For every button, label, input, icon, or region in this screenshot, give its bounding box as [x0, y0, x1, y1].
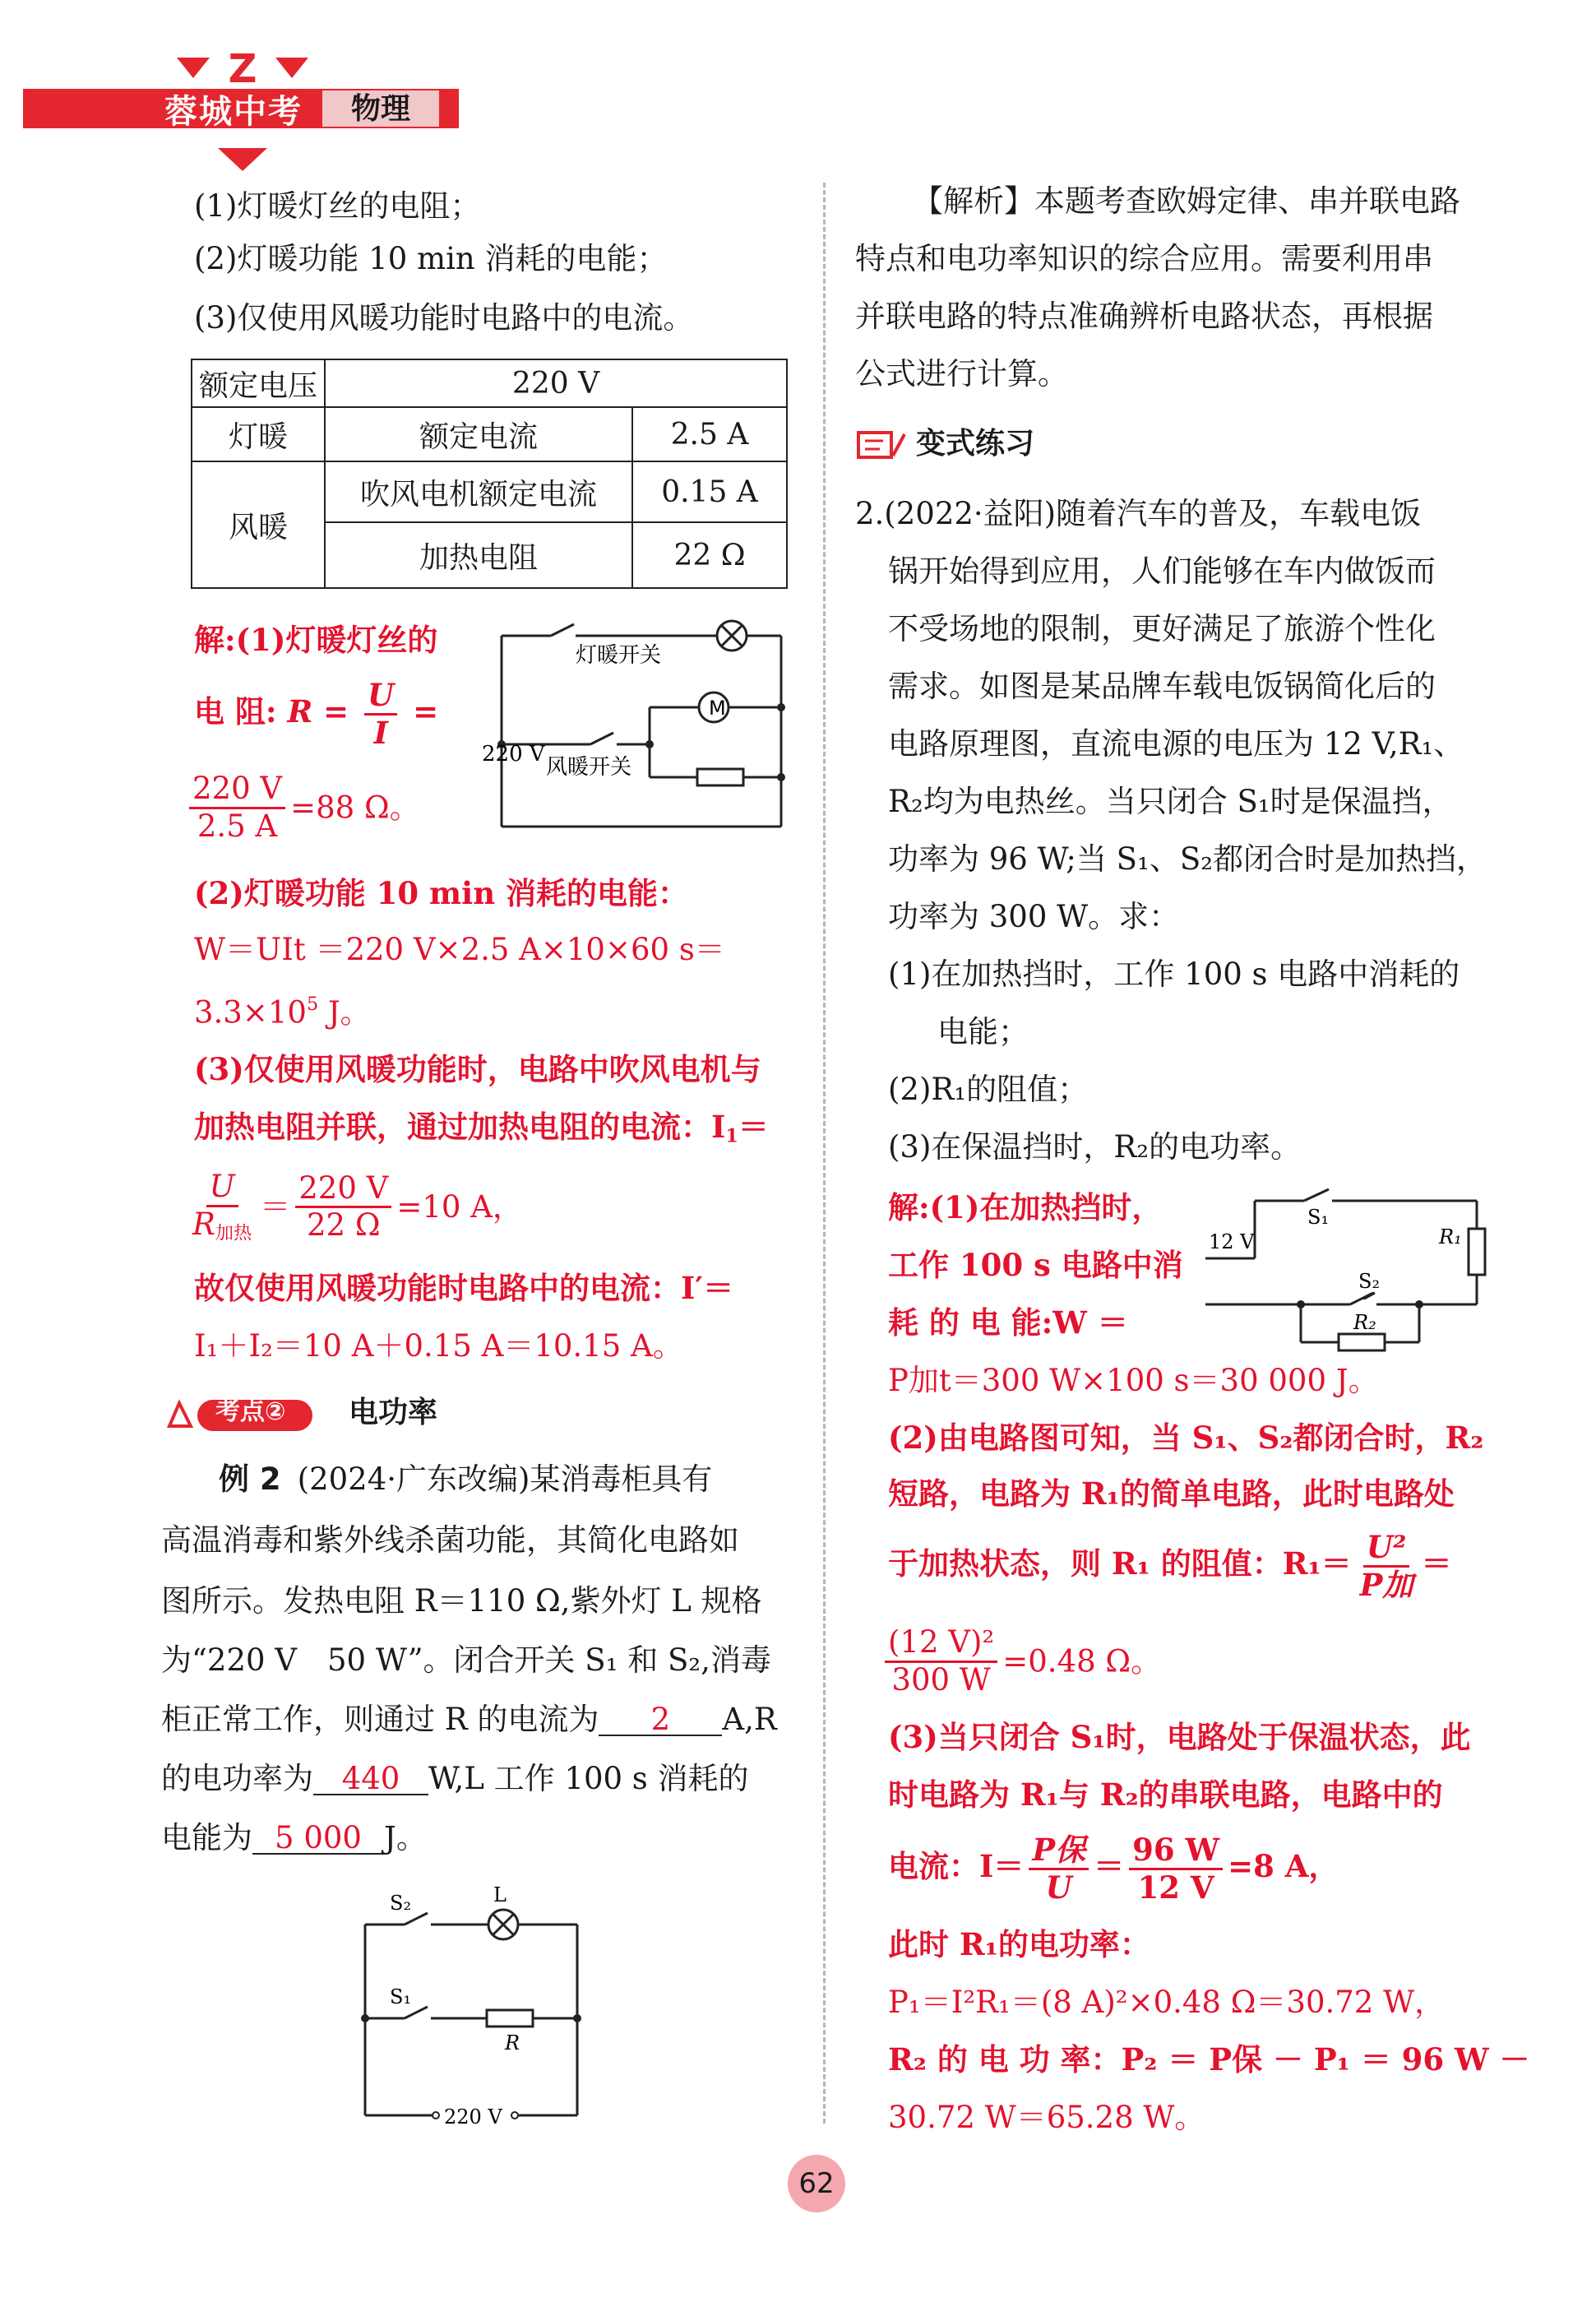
fraction-num: 220 V — [295, 1173, 391, 1209]
solution-text: =0.48 Ω。 — [1002, 1643, 1162, 1679]
question-part: (2)R₁的阻值； — [888, 1072, 1089, 1107]
fraction-den: 12 V — [1137, 1869, 1214, 1906]
question-line: 需求。如图是某品牌车载电饭锅简化后的 — [888, 669, 1436, 704]
table-cell: 2.5 A — [632, 407, 787, 461]
symbol: ＝ — [1421, 1545, 1452, 1582]
solution-text: 电 阻: — [194, 692, 277, 730]
solution-line — [194, 994, 371, 1031]
table-cell: 22 Ω — [632, 522, 787, 588]
exponent: 5 — [306, 994, 319, 1015]
solution-line — [194, 1109, 769, 1147]
question-line: 不受场地的限制，更好满足了旅游个性化 — [888, 611, 1436, 646]
analysis-line: 特点和电功率知识的综合应用。需要利用串 — [855, 241, 1433, 276]
example-line: 图所示。发热电阻 R＝110 Ω,紫外灯 L 规格 — [161, 1583, 762, 1619]
solution-line: 短路，电路为 R₁的简单电路，此时电路处 — [888, 1475, 1455, 1512]
svg-text:Z: Z — [228, 46, 257, 92]
fraction-num: P保 — [1029, 1834, 1089, 1870]
example-line — [161, 1820, 427, 1855]
solution-line: P加t＝300 W×100 s＝30 000 J。 — [888, 1363, 1379, 1398]
example-text: J。 — [384, 1820, 427, 1855]
solution-text: 3.3×10 — [194, 994, 307, 1031]
voltage-label: 220 V — [444, 2105, 502, 2128]
answer-blank: 440 — [313, 1763, 428, 1795]
circuit-diagram-1 — [482, 613, 789, 839]
fraction-den: I — [373, 714, 388, 751]
solution-text: =88 Ω。 — [290, 790, 420, 826]
section-title: 变式练习 — [916, 427, 1035, 461]
kaodian-badge: 考点② — [215, 1397, 286, 1426]
circuit-diagram-3 — [1205, 1184, 1493, 1349]
question-part: 电能； — [937, 1014, 1029, 1049]
solution-line: 工作 100 s 电路中消 — [888, 1247, 1183, 1283]
page-number: 62 — [788, 2155, 845, 2212]
example-text: 电能为 — [161, 1820, 252, 1855]
symbol: R — [287, 692, 313, 730]
fraction-num: U² — [1363, 1531, 1409, 1568]
question-part-3: (3)仅使用风暖功能时电路中的电流。 — [194, 300, 694, 336]
subscript: 加热 — [215, 1222, 252, 1244]
solution-line: 故仅使用风暖功能时电路中的电流：I′＝ — [194, 1270, 734, 1306]
section-title: 电功率 — [349, 1396, 438, 1429]
analysis-line: 公式进行计算。 — [855, 356, 1068, 391]
analysis-line: 【解析】本题考查欧姆定律、串并联电路 — [913, 183, 1460, 219]
motor-label: M — [709, 697, 726, 720]
table-cell: 风暖 — [192, 461, 325, 588]
solution-line: W＝UIt ＝220 V×2.5 A×10×60 s＝ — [194, 932, 725, 967]
example-line: 为“220 V 50 W”。闭合开关 S₁ 和 S₂,消毒 — [161, 1642, 771, 1678]
example-line — [161, 1704, 777, 1736]
symbol: = — [323, 692, 349, 730]
solution-text: 于加热状态，则 R₁ 的阻值：R₁＝ — [888, 1545, 1352, 1582]
table-cell: 额定电压 — [192, 359, 325, 407]
solution-line: R₂ 的 电 功 率：P₂ ＝ P保 － P₁ ＝ 96 W － — [888, 2041, 1530, 2077]
spec-table — [191, 359, 788, 589]
example-line: 高温消毒和紫外线杀菌功能，其简化电路如 — [161, 1522, 739, 1558]
fraction-den: 2.5 A — [197, 808, 278, 844]
solution-line: (3)仅使用风暖功能时，电路中吹风电机与 — [194, 1051, 761, 1087]
example-text: 柜正常工作，则通过 R 的电流为 — [161, 1702, 599, 1737]
table-cell: 0.15 A — [632, 461, 787, 522]
fraction-den: 300 W — [891, 1661, 991, 1698]
solution-line: $\frac{U}{R_{加热}}$ ＝ $\frac{220 V}{22 \Omega}$ =10 A， — [192, 1169, 523, 1244]
resistor-label: R₂ — [1353, 1311, 1376, 1334]
table-cell: 灯暖 — [192, 407, 325, 461]
resistor-label: R₁ — [1439, 1225, 1462, 1248]
question-part-1: (1)灯暖灯丝的电阻； — [194, 188, 481, 224]
lamp-label: L — [493, 1883, 507, 1906]
fraction-num: (12 V)² — [885, 1627, 997, 1663]
question-line: 功率为 96 W;当 S₁、S₂都闭合时是加热挡， — [888, 841, 1487, 877]
table-cell: 加热电阻 — [325, 522, 632, 588]
solution-line: (3)当只闭合 S₁时，电路处于保温状态，此 — [888, 1719, 1471, 1755]
question-line: 2.(2022·益阳)随着汽车的普及，车载电饭 — [855, 496, 1422, 531]
fraction-den: U — [1045, 1869, 1072, 1906]
example-label: 例 2 — [219, 1461, 281, 1497]
question-part: (3)在保温挡时，R₂的电功率。 — [888, 1129, 1302, 1165]
question-line: R₂均为电热丝。当只闭合 S₁时是保温挡， — [888, 784, 1453, 819]
solution-line: 解:(1)灯暖灯丝的 — [194, 622, 438, 658]
switch-label: 灯暖开关 — [576, 643, 662, 668]
answer-blank: 5 000 — [252, 1823, 384, 1855]
symbol: R — [192, 1206, 215, 1242]
solution-text: 加热电阻并联，通过加热电阻的电流：I — [194, 1109, 726, 1145]
fraction-num: U — [364, 679, 397, 716]
solution-line: (2)由电路图可知，当 S₁、S₂都闭合时，R₂ — [888, 1420, 1484, 1456]
brand-title: 蓉城中考 — [164, 92, 303, 131]
solution-text: ＝ — [738, 1109, 769, 1145]
answer-blank: 2 — [599, 1704, 722, 1736]
solution-line — [189, 773, 420, 843]
solution-line: 30.72 W＝65.28 W。 — [888, 2100, 1205, 2135]
solution-text: =10 A， — [396, 1188, 523, 1225]
voltage-label: 12 V — [1209, 1230, 1255, 1253]
example-line — [161, 1461, 713, 1497]
table-cell: 额定电流 — [325, 407, 632, 461]
example-text: W,L 工作 100 s 消耗的 — [428, 1761, 749, 1796]
example-line — [161, 1763, 749, 1795]
switch-label: S₂ — [1358, 1270, 1381, 1293]
circuit-diagram-2 — [354, 1883, 592, 2138]
solution-line: I₁＋I₂＝10 A＋0.15 A＝10.15 A。 — [194, 1328, 683, 1364]
solution-line: (2)灯暖功能 10 min 消耗的电能： — [194, 875, 688, 911]
voltage-label: 220 V — [482, 742, 545, 767]
practice-icon — [855, 428, 908, 461]
solution-line: 时电路为 R₁与 R₂的串联电路，电路中的 — [888, 1776, 1443, 1813]
solution-line: P₁＝I²R₁＝(8 A)²×0.48 Ω＝30.72 W， — [888, 1985, 1446, 2020]
switch-label: 风暖开关 — [546, 755, 632, 780]
switch-label: S₂ — [390, 1892, 412, 1915]
question-line: 电路原理图，直流电源的电压为 12 V,R₁、 — [888, 726, 1464, 762]
solution-line: 耗 的 电 能:W ＝ — [888, 1304, 1128, 1341]
table-cell: 220 V — [325, 359, 787, 407]
switch-label: S₁ — [1307, 1206, 1330, 1229]
column-divider — [823, 183, 826, 2124]
solution-line — [194, 679, 438, 749]
subject-tag: 物理 — [322, 90, 439, 127]
fraction-num: 220 V — [189, 773, 285, 809]
symbol: = — [413, 692, 439, 730]
question-part-2: (2)灯暖功能 10 min 消耗的电能； — [194, 241, 668, 276]
analysis-line: 并联电路的特点准确辨析电路状态，再根据 — [855, 299, 1433, 334]
question-line: 锅开始得到应用，人们能够在车内做饭而 — [888, 554, 1436, 589]
solution-text: 电流：I＝ — [888, 1847, 1025, 1884]
subscript: 1 — [725, 1125, 738, 1147]
example-text: (2024·广东改编)某消毒柜具有 — [297, 1461, 713, 1497]
solution-text: =8 A， — [1228, 1847, 1339, 1884]
fraction-num: 96 W — [1129, 1834, 1223, 1870]
fraction-num: U — [206, 1171, 238, 1207]
solution-line: 解:(1)在加热挡时， — [888, 1189, 1163, 1225]
example-text: A,R — [722, 1702, 777, 1737]
solution-line: 此时 R₁的电功率： — [888, 1926, 1150, 1962]
table-cell: 吹风电机额定电流 — [325, 461, 632, 522]
solution-line: 电流：I＝ $\frac{\text{P保}}{U}$ ＝ $\frac{96 W}{12 V}$ =8 A， — [888, 1832, 1339, 1906]
solution-line — [888, 1531, 1452, 1601]
example-text: 的电功率为 — [161, 1761, 313, 1796]
question-part: (1)在加热挡时，工作 100 s 电路中消耗的 — [888, 957, 1460, 992]
fraction-den: 22 Ω — [307, 1207, 381, 1244]
resistor-label: R — [505, 2031, 520, 2054]
solution-text: J。 — [318, 994, 371, 1031]
question-line: 功率为 300 W。求： — [888, 899, 1180, 934]
fraction-den: P加 — [1359, 1566, 1413, 1603]
solution-line — [885, 1624, 1162, 1698]
switch-label: S₁ — [390, 1985, 412, 2008]
